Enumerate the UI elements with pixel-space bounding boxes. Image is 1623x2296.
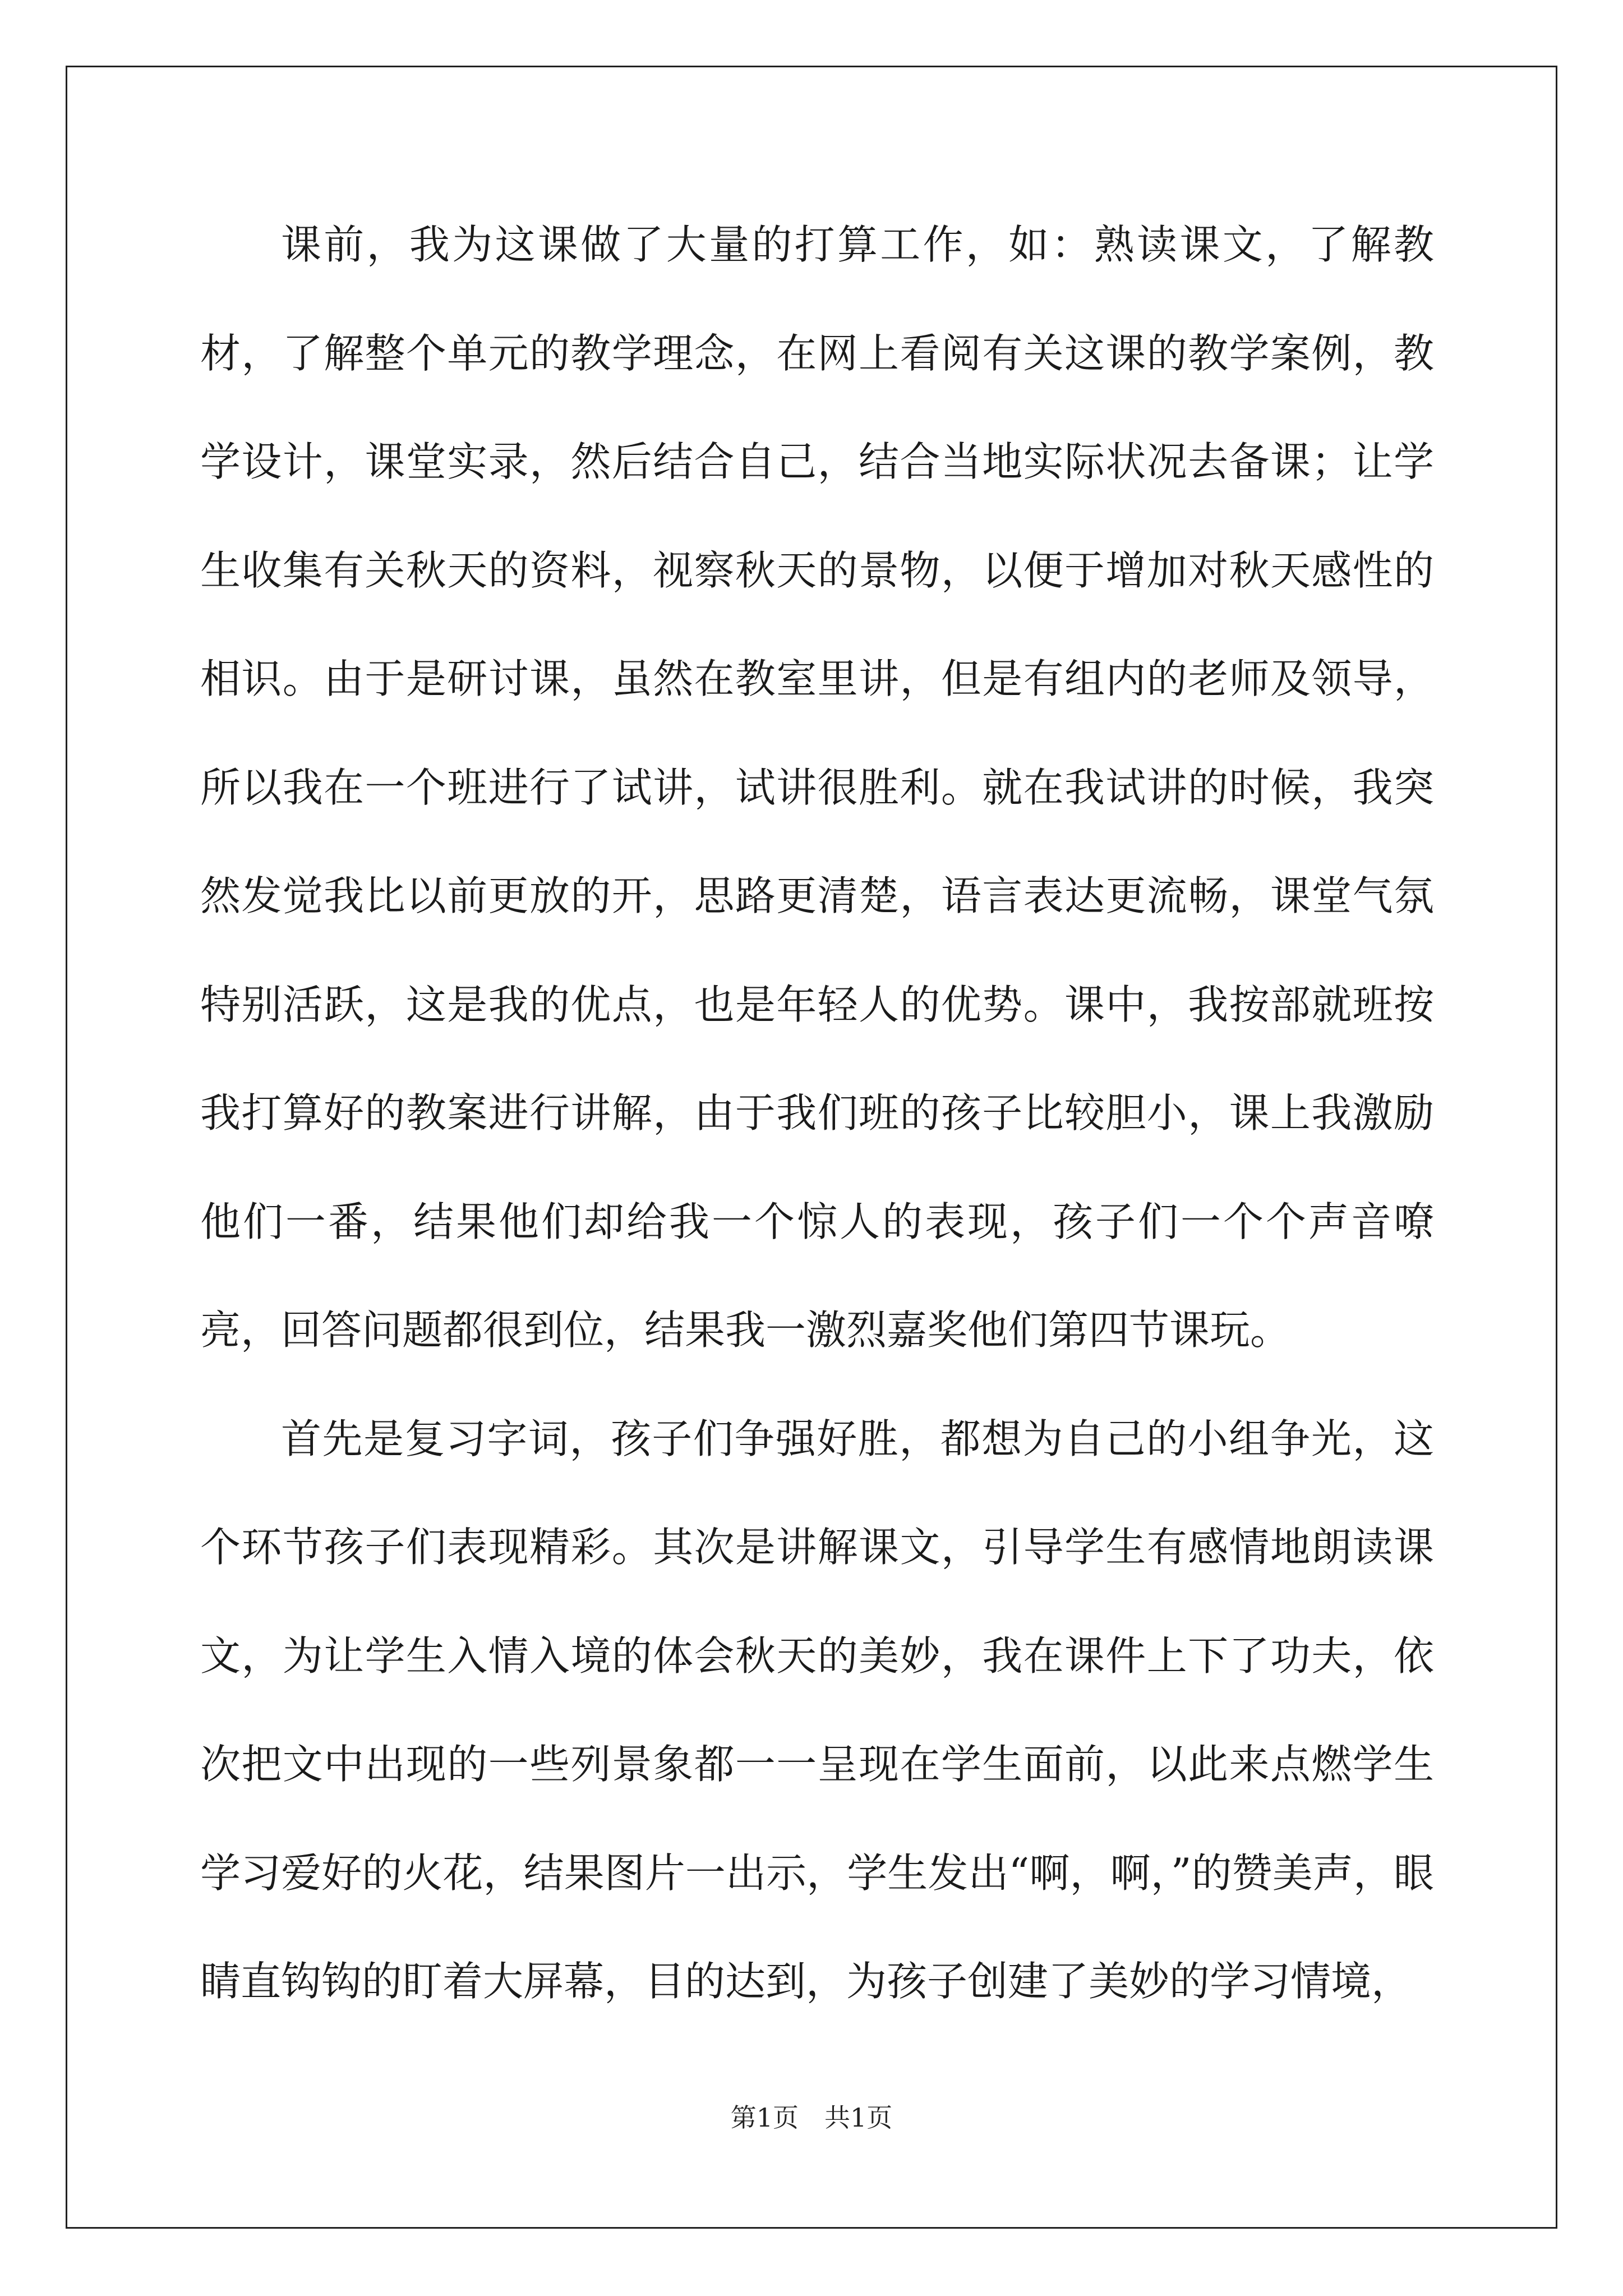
page-total: 共1页 (824, 2102, 893, 2133)
document-body (200, 191, 1434, 2036)
page-footer (0, 2101, 1623, 2134)
paragraph-2: 首先是复习字词，孩子们争强好胜，都想为自己的小组争光，这个环节孩子们表现精彩。其次是讲解课文，引导学生有感情地朗读课文，为让学生入情入境的体会秋天的美妙，我在课件上下了功夫，依次把文中出现的一些列景象都一一呈现在学生面前，以此来点燃学生学习爱好的火花，结果图片一出示，学生发出“啊，啊，”的赞美声，眼睛直钩钩的盯着大屏幕，目的达到，为孩子创建了美妙的学习情境， (200, 1415, 1434, 2005)
page-number: 第1页 (730, 2102, 799, 2133)
paragraph-1: 课前，我为这课做了大量的打算工作，如：熟读课文，了解教材，了解整个单元的教学理念，在网上看阅有关这课的教学案例，教学设计，课堂实录，然后结合自己，结合当地实际状况去备课；让学生收集有关秋天的资料，视察秋天的景物，以便于增加对秋天感性的相识。由于是研讨课，虽然在教室里讲，但是有组内的老师及领导，所以我在一个班进行了试讲，试讲很胜利。就在我试讲的时候，我突然发觉我比以前更放的开，思路更清楚，语言表达更流畅，课堂气氛特别活跃，这是我的优点，也是年轻人的优势。课中，我按部就班按我打算好的教案进行讲解，由于我们班的孩子比较胆小，课上我激励他们一番，结果他们却给我一个惊人的表现，孩子们一个个声音嘹亮，回答问题都很到位，结果我一激烈嘉奖他们第四节课玩。 (200, 221, 1434, 1354)
